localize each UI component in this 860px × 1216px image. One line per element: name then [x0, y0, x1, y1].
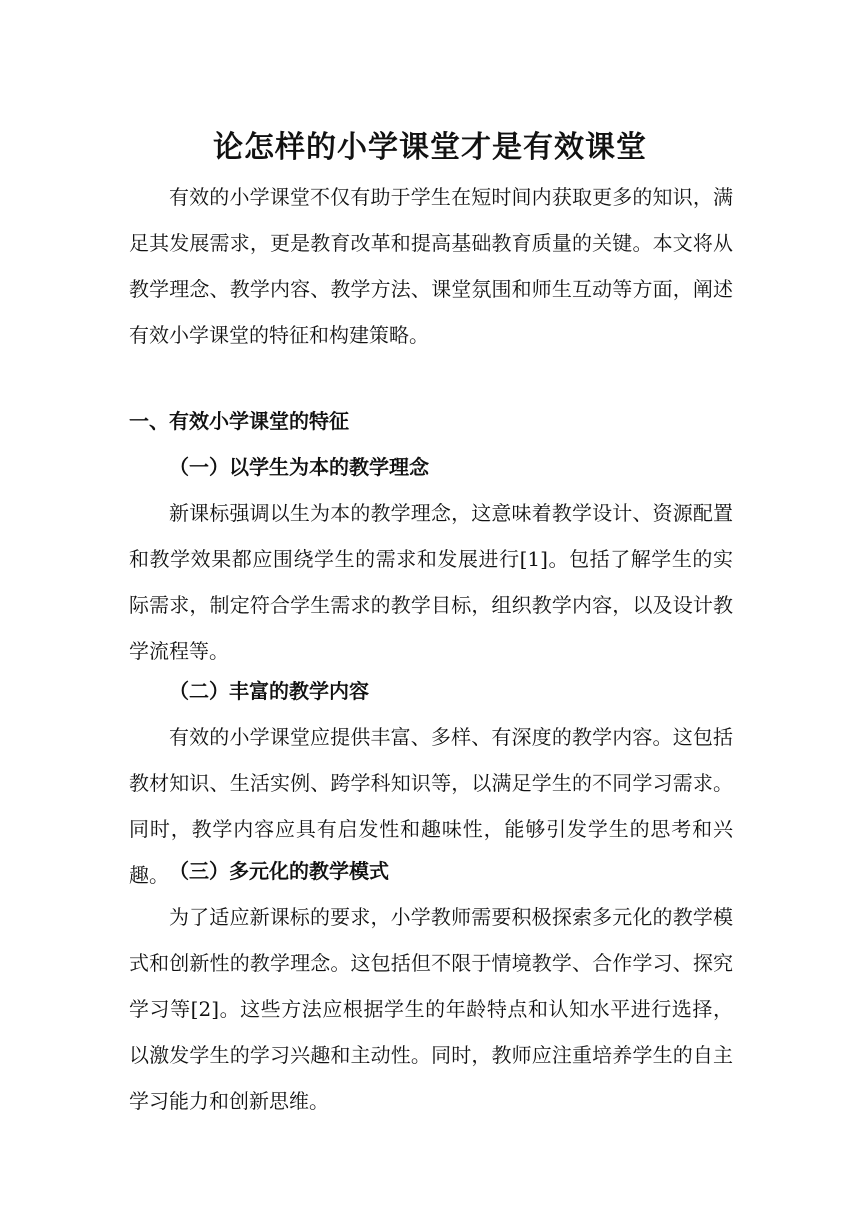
section-heading: 一、有效小学课堂的特征: [129, 409, 349, 433]
intro-paragraph: 有效的小学课堂不仅有助于学生在短时间内获取更多的知识，满足其发展需求，更是教育改革和提高基础教育质量的关键。本文将从教学理念、教学内容、教学方法、课堂氛围和师生互动等方面，阐述有效小学课堂的特征和构建策略。: [129, 185, 733, 347]
subsection-body-2: 有效的小学课堂应提供丰富、多样、有深度的教学内容。这包括教材知识、生活实例、跨学科知识等，以满足学生的不同学习需求。同时，教学内容应具有启发性和趣味性，能够引发学生的思考和兴趣。: [129, 725, 733, 887]
document-title: 论怎样的小学课堂才是有效课堂: [213, 130, 647, 166]
subsection-body-1: 新课标强调以生为本的教学理念，这意味着教学设计、资源配置和教学效果都应围绕学生的需求和发展进行[1]。包括了解学生的实际需求，制定符合学生需求的教学目标，组织教学内容，以及设计教学流程等。: [129, 501, 733, 663]
subsection-heading-2: （二）丰富的教学内容: [169, 679, 369, 703]
subsection-body-3: 为了适应新课标的要求，小学教师需要积极探索多元化的教学模式和创新性的教学理念。这包括但不限于情境教学、合作学习、探究学习等[2]。这些方法应根据学生的年龄特点和认知水平进行选择，以激发学生的学习兴趣和主动性。同时，教师应注重培养学生的自主学习能力和创新思维。: [129, 905, 733, 1113]
subsection-heading-3: （三）多元化的教学模式: [169, 859, 389, 883]
subsection-heading-1: （一）以学生为本的教学理念: [169, 455, 429, 479]
